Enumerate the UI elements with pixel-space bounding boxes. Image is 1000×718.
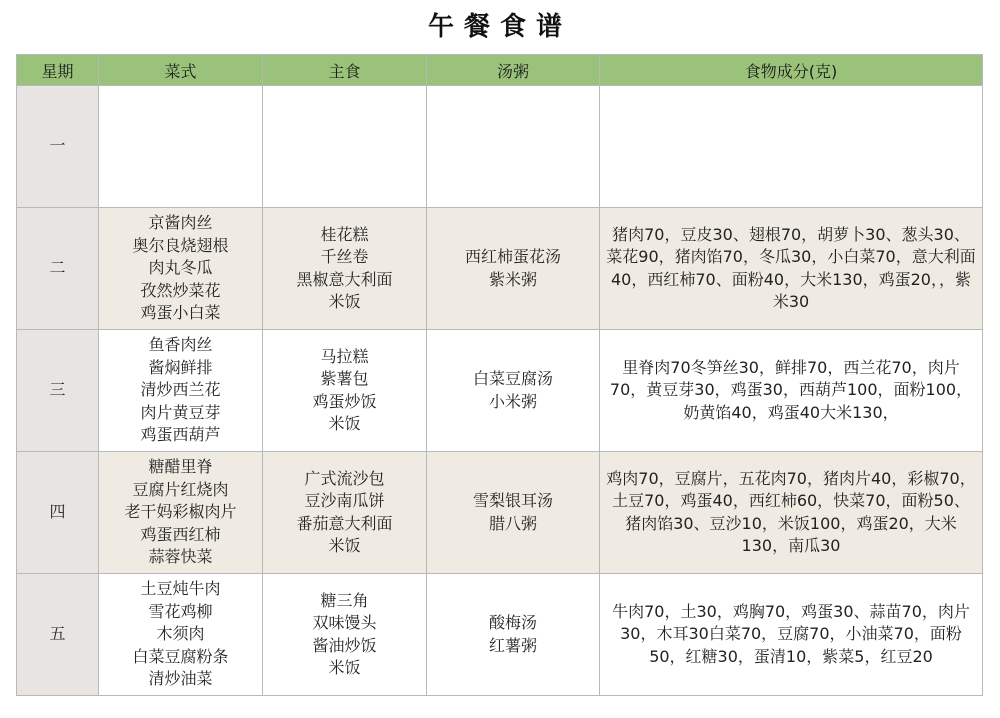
dish-item: 鸡蛋西红柿 xyxy=(140,524,221,544)
staple-item: 豆沙南瓜饼 xyxy=(304,491,385,510)
soup-cell xyxy=(427,574,600,696)
soup-item: 紫米粥 xyxy=(488,269,537,289)
dish-item: 蒜蓉快菜 xyxy=(148,547,213,567)
staple-item: 广式流沙包 xyxy=(304,468,385,488)
staple-cell xyxy=(263,330,427,452)
header-ingredients: 食物成分(克) xyxy=(600,55,983,86)
table-row xyxy=(17,86,983,208)
dish-item: 孜然炒菜花 xyxy=(140,280,221,300)
dish-item: 酱焖鲜排 xyxy=(148,357,213,377)
dishes-cell xyxy=(99,208,263,330)
ingredients-cell: 里脊肉70冬笋丝30，鲜排70，西兰花70，肉片70，黄豆芽30，鸡蛋30，西葫芦100，面粉100，奶黄馅40，鸡蛋40大米130， xyxy=(600,330,983,452)
staple-item: 双味馒头 xyxy=(312,613,377,632)
dish-item: 肉片黄豆芽 xyxy=(140,402,221,422)
dish-item: 雪花鸡柳 xyxy=(148,601,213,621)
day-cell: 四 xyxy=(17,452,99,574)
staple-item: 糖三角 xyxy=(320,590,369,610)
staple-item: 黑椒意大利面 xyxy=(296,269,393,289)
dish-item: 白菜豆腐粉条 xyxy=(132,646,229,666)
staple-item: 千丝卷 xyxy=(320,247,369,266)
dish-item: 清炒西兰花 xyxy=(140,380,221,400)
dishes-cell xyxy=(99,330,263,452)
dish-item: 奥尔良烧翅根 xyxy=(132,235,229,255)
soup-item: 腊八粥 xyxy=(488,513,537,533)
dish-item: 豆腐片红烧肉 xyxy=(132,479,229,499)
header-soup: 汤粥 xyxy=(427,55,600,86)
soup-cell xyxy=(427,86,600,208)
soup-item: 酸梅汤 xyxy=(488,613,537,632)
dish-item: 土豆炖牛肉 xyxy=(140,579,221,599)
dish-item: 肉丸冬瓜 xyxy=(148,258,213,278)
soup-item: 西红柿蛋花汤 xyxy=(464,247,561,266)
staple-item: 鸡蛋炒饭 xyxy=(312,391,377,411)
header-staple: 主食 xyxy=(263,55,427,86)
dishes-cell xyxy=(99,86,263,208)
day-cell: 二 xyxy=(17,208,99,330)
staple-cell xyxy=(263,208,427,330)
dish-item: 鸡蛋西葫芦 xyxy=(140,425,221,445)
dish-item: 清炒油菜 xyxy=(148,669,213,689)
header-dishes: 菜式 xyxy=(99,55,263,86)
ingredients-cell xyxy=(600,86,983,208)
staple-item: 番茄意大利面 xyxy=(296,513,393,533)
ingredients-cell: 猪肉70，豆皮30、翅根70，胡萝卜30、葱头30、菜花90，猪肉馅70，冬瓜30，小白菜70，意大利面40，西红柿70、面粉40，大米130，鸡蛋20，，紫米30 xyxy=(600,208,983,330)
day-cell: 三 xyxy=(17,330,99,452)
table-row xyxy=(17,330,983,452)
soup-cell xyxy=(427,452,600,574)
soup-item: 白菜豆腐汤 xyxy=(472,369,553,388)
dish-item: 京酱肉丝 xyxy=(148,213,213,233)
staple-item: 米饭 xyxy=(328,536,361,555)
page-title: 午餐食谱 xyxy=(427,12,572,42)
soup-item: 小米粥 xyxy=(488,391,537,411)
dish-item: 木须肉 xyxy=(156,624,205,644)
staple-item: 米饭 xyxy=(328,658,361,677)
day-cell: 五 xyxy=(17,574,99,696)
ingredients-cell: 鸡肉70，豆腐片，五花肉70，猪肉片40，彩椒70，土豆70，鸡蛋40，西红柿60，快菜70，面粉50、猪肉馅30、豆沙10，米饭100，鸡蛋20，大米130，南瓜30 xyxy=(600,452,983,574)
dish-item: 糖醋里脊 xyxy=(148,457,213,477)
day-cell: 一 xyxy=(17,86,99,208)
soup-cell xyxy=(427,330,600,452)
staple-item: 紫薯包 xyxy=(320,369,369,388)
dishes-cell xyxy=(99,452,263,574)
dish-item: 鱼香肉丝 xyxy=(148,335,213,355)
lunch-menu-table xyxy=(16,54,983,696)
table-row xyxy=(17,208,983,330)
soup-item: 雪梨银耳汤 xyxy=(472,491,553,510)
staple-item: 米饭 xyxy=(328,292,361,311)
soup-cell xyxy=(427,208,600,330)
header-day: 星期 xyxy=(17,55,99,86)
soup-item: 红薯粥 xyxy=(488,635,537,655)
dishes-cell xyxy=(99,574,263,696)
staple-cell xyxy=(263,574,427,696)
staple-cell xyxy=(263,452,427,574)
table-row xyxy=(17,452,983,574)
staple-item: 米饭 xyxy=(328,414,361,433)
staple-item: 桂花糕 xyxy=(320,224,369,244)
table-row xyxy=(17,574,983,696)
dish-item: 鸡蛋小白菜 xyxy=(140,303,221,323)
staple-cell xyxy=(263,86,427,208)
header-row xyxy=(17,55,983,86)
staple-item: 酱油炒饭 xyxy=(312,635,377,655)
dish-item: 老干妈彩椒肉片 xyxy=(124,502,237,522)
ingredients-cell: 牛肉70，土30，鸡胸70，鸡蛋30、蒜苗70，肉片30，木耳30白菜70，豆腐70，小油菜70，面粉50，红糖30，蛋清10，紫菜5，红豆20 xyxy=(600,574,983,696)
staple-item: 马拉糕 xyxy=(320,346,369,366)
